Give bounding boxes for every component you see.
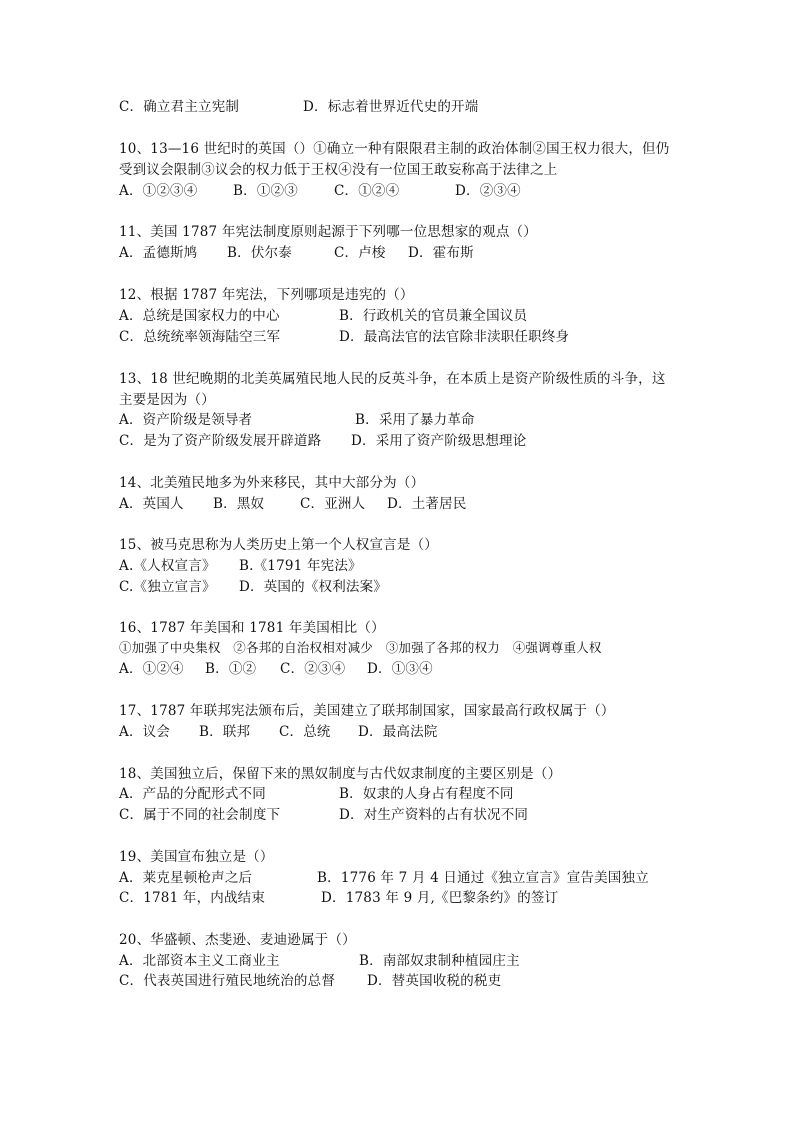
q19-stem: 19、美国宣布独立是（） [119,849,274,865]
q19-option-b: B．1776 年 7 月 4 日通过《独立宣言》宣告美国独立 [317,870,649,886]
q18-option-d: D．对生产资料的占有状况不同 [339,807,529,823]
q20-option-b: B．南部奴隶制种植园庄主 [359,953,520,969]
q9-option-d: D．标志着世界近代史的开端 [303,99,479,115]
q17-stem: 17、1787 年联邦宪法颁布后，美国建立了联邦制国家，国家最高行政权属于（） [119,703,615,719]
q10-option-c: C．①②④ [334,183,400,199]
q12-stem: 12、根据 1787 年宪法，下列哪项是违宪的（） [119,287,414,303]
q18-option-a: A．产品的分配形式不同 [119,786,266,802]
q15-option-a: A.《人权宣言》 [119,558,216,574]
q16-option-a: A．①②④ [119,661,184,677]
q11-option-d: D．霍布斯 [408,245,474,261]
q11-stem: 11、美国 1787 年宪法制度原则起源于下列哪一位思想家的观点（） [119,224,537,240]
q15-option-d: D．英国的《权利法案》 [239,579,388,595]
q20-stem: 20、华盛顿、杰斐逊、麦迪逊属于（） [119,932,356,948]
q19-option-d: D．1783 年 9 月,《巴黎条约》的签订 [321,890,559,906]
q17-option-a: A．议会 [119,724,171,740]
q14-stem: 14、北美殖民地多为外来移民，其中大部分为（） [119,475,425,491]
q16-items: ①加强了中央集权 ②各邦的自治权相对减少 ③加强了各邦的权力 ④强调尊重人权 [119,640,602,655]
q11-option-a: A．孟德斯鸠 [119,245,198,261]
q13-option-d: D．采用了资产阶级思想理论 [351,433,527,449]
q9-option-c: C．确立君主立宪制 [119,99,240,115]
q10-stem-line2: 受到议会限制③议会的权力低于王权④没有一位国王敢妄称高于法律之上 [119,162,558,178]
q10-option-b: B．①②③ [233,183,298,199]
q20-option-a: A．北部资本主义工商业主 [119,953,280,969]
q13-option-a: A．资产阶级是领导者 [119,412,253,428]
q17-option-d: D．最高法院 [358,724,438,740]
q12-option-d: D．最高法官的法官除非渎职任职终身 [339,329,570,345]
q17-option-b: B．联邦 [199,724,251,740]
q16-option-b: B．①② [205,661,257,677]
q15-option-c: C.《独立宣言》 [119,579,216,595]
q18-option-c: C．属于不同的社会制度下 [119,807,281,823]
q13-stem-line2: 主要是因为（） [119,392,215,408]
q13-stem-line1: 13、18 世纪晚期的北美英属殖民地人民的反英斗争，在本质上是资产阶级性质的斗争，这 [119,371,666,387]
q14-option-a: A．英国人 [119,496,184,512]
q16-option-c: C．②③④ [280,661,346,677]
q14-option-c: C．亚洲人 [300,496,366,512]
q18-option-b: B．奴隶的人身占有程度不同 [339,786,514,802]
q10-option-a: A．①②③④ [119,183,198,199]
q20-option-d: D．替英国收税的税吏 [367,973,502,989]
q16-option-d: D．①③④ [367,661,433,677]
q11-option-c: C．卢梭 [334,245,386,261]
q17-option-c: C．总统 [279,724,331,740]
q19-option-c: C．1781 年，内战结束 [119,890,266,906]
q13-option-c: C．是为了资产阶级发展开辟道路 [119,433,322,449]
q18-stem: 18、美国独立后，保留下来的黑奴制度与古代奴隶制度的主要区别是（） [119,766,562,782]
q13-option-b: B．采用了暴力革命 [355,412,475,428]
q12-option-a: A．总统是国家权力的中心 [119,308,280,324]
q14-option-d: D．土著居民 [387,496,467,512]
q15-stem: 15、被马克思称为人类历史上第一个人权宣言是（） [119,537,438,553]
q19-option-a: A．莱克星顿枪声之后 [119,870,253,886]
q12-option-c: C．总统统率领海陆空三军 [119,329,281,345]
q11-option-b: B．伏尔泰 [227,245,292,261]
q15-option-b: B.《1791 年宪法》 [239,558,362,574]
q16-stem: 16、1787 年美国和 1781 年美国相比（） [119,620,385,636]
q14-option-b: B．黑奴 [213,496,265,512]
q10-stem-line1: 10、13—16 世纪时的英国（）①确立一种有限限君主制的政治体制②国王权力很大，但仍 [119,141,670,157]
q10-option-d: D．②③④ [455,183,521,199]
q12-option-b: B．行政机关的官员兼全国议员 [339,308,528,324]
q20-option-c: C．代表英国进行殖民地统治的总督 [119,973,336,989]
